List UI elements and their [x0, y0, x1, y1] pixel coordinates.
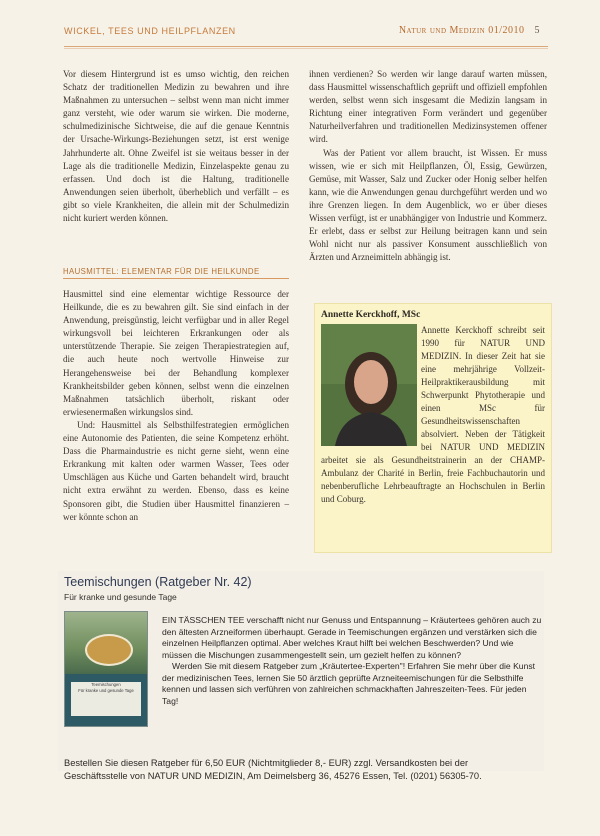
column-left-top: [63, 68, 289, 225]
author-name: Annette Kerckhoff, MSc: [321, 310, 421, 320]
section-title: WICKEL, TEES UND HEILPFLANZEN: [64, 26, 236, 36]
section-subheading: HAUSMITTEL: ELEMENTAR FÜR DIE HEILKUNDE: [63, 267, 289, 279]
page-header: [0, 22, 600, 46]
issue-info: [399, 25, 540, 36]
book-title: Teemischungen (Ratgeber Nr. 42): [64, 575, 252, 589]
author-bio-body: Annette Kerckhoff schreibt seit 1990 für NATUR UND MEDIZIN. In dieser Zeit hat sie eine mehrjährige Vollzeit-Heilpraktikerausbildung mit Schwerpunkt Phytotherapie und einen MSc für Gesundheitswissenschaften absolviert. Neben der Tätigkeit bei NATUR UND MEDIZIN arbeitet sie als Gesundheitstrainerin an der CHAMP-Ambulanz der Charité in Berlin, freie Fachbuchautorin und nebenberufliche Lehrbeauftragte an Hochschulen in Berlin und Coburg.: [321, 325, 545, 504]
issue-label: Natur und Medizin 01/2010: [398, 25, 525, 36]
book-subtitle: Für kranke und gesunde Tage: [64, 592, 177, 602]
page-number: 5: [534, 25, 540, 36]
book-cover-image: [64, 611, 148, 727]
book-cover-photo: [65, 612, 147, 674]
paragraph: Hausmittel sind eine elementar wichtige Ressource der Heilkunde, die es zu bewahren gilt. Sie sind einfach in der Anwendung, preisgünstig, leicht verfügbar und in aller Regel wirkungsvoll bei leichteren Erkrankungen oder als unterstützende Therapie. Sie zeigen Therapiestrategien auf, die auch heute noch wertvolle Hinweise zur Herangehensweise bei der Behandlung komplexer Krankheitsbilder geben können, selbst wenn die einzelnen Maßnahmen tatsächlich überholt, riskant oder erwiesenermaßen wirkungslos sind.: [63, 289, 289, 417]
book-description: [162, 615, 542, 707]
book-cover-label: [71, 682, 141, 716]
book-promo-box: [58, 571, 544, 781]
paragraph: Werden Sie mit diesem Ratgeber zum „Kräutertee-Experten"! Erfahren Sie mehr über die Kunst der medizinischen Tees, lernen Sie 50 ärztlich geprüfte Arzneiteemischungen für die Selbsthilfe kennen und lassen sich verführen von zahlreichen schmackhaften Jahreszeiten-Tees. Für jeden Tag!: [162, 661, 536, 706]
paragraph: Was der Patient vor allem braucht, ist Wissen. Er muss wissen, wie er sich mit Heilpflanzen, Öl, Essig, Gewürzen, Gemüse, mit Wasser, Salz und Zucker oder Honig selber helfen kann, wie die Anwendungen genau durchgeführt werden und wo ihre Grenzen liegen. In dem Augenblick, wo er über dieses Wissen verfügt, ist er unabhängiger von Industrie und Kommerz. Er erlebt, dass er selbst zur Heilung beitragen kann und sein Wohl nicht nur als passiver Konsument ausschließlich von Ärzten und Arzneimitteln abhängig ist.: [309, 147, 547, 263]
header-rule-secondary: [64, 48, 548, 49]
paragraph: EIN TÄSSCHEN TEE verschafft nicht nur Genuss und Entspannung – Kräutertees gehören auch zu den ältesten Arzneiformen überhaupt. Gerade in Teemischungen ergänzen und verstärken sich die einzelnen Heilpflanzen optimal. Aber welches Kraut hilft bei welchen Beschwerden? Und wie müssen die Mischungen zusammengestellt sein, um gezielt helfen zu können?: [162, 615, 542, 660]
tea-cup-icon: [85, 634, 133, 666]
paragraph: Und: Hausmittel als Selbsthilfestrategien ermöglichen eine Autonomie des Patienten, die seine Kompetenz erhöht. Dass die Pharmaindustrie es nicht gerne sieht, wenn eine Erkrankung mit kalten oder warmen Wasser, Tees oder Umschlägen aus Küche und Garten behandelt wird, braucht nicht extra erwähnt zu werden. Ebenso, dass es keine Sponsoren gibt, die Studien über Hausmittel finanzieren – wer könnte schon an: [63, 419, 289, 522]
book-cover-title: Teemischungen: [91, 682, 121, 687]
author-bio-box: [314, 303, 552, 553]
paragraph: Vor diesem Hintergrund ist es umso wichtig, den reichen Schatz der traditionellen Medizin zu bewahren und ihre Maßnahmen zu untersuchen – selbst wenn man nicht immer ganz versteht, wie oder warum sie wirken. Die moderne, schulmedizinische Sichtweise, die auf die genaue Kenntnis der Ursache-Wirkungs-Beziehungen setzt, ist erst wenige Jahrhunderte alt. Ohne Zweifel ist sie weitaus besser in der Lage als die traditionelle Medizin, Einzelaspekte genau zu erfassen. Und doch ist die Haltung, traditionelle Anwendungen seien überholt, überheblich und verfällt – es gibt so viele Krankheiten, die allein mit der Schulmedizin nicht kuriert werden können.: [63, 69, 289, 224]
photo-spacer: [321, 324, 421, 446]
header-rule: [64, 46, 548, 47]
column-left-bottom: [63, 288, 289, 524]
order-info: Bestellen Sie diesen Ratgeber für 6,50 EUR (Nichtmitglieder 8,- EUR) zzgl. Versandkosten bei der Geschäftsstelle von NATUR UND MEDIZIN, Am Deimelsberg 36, 45276 Essen, Tel. (0201) 56305-70.: [64, 758, 482, 781]
paragraph: ihnen verdienen? So werden wir lange darauf warten müssen, dass Hausmittel wissenschaftlich geprüft und offiziell empfohlen werden, selbst wenn sich insgesamt die Medizin langsam in Richtung einer integrativen Form verändert und gegenüber Naturheilverfahren und traditionellen Medizinsystemen offener wird.: [309, 69, 547, 145]
author-bio-text: [321, 324, 545, 506]
column-right: [309, 68, 547, 264]
book-cover-subtitle: Für kranke und gesunde Tage: [78, 688, 134, 693]
